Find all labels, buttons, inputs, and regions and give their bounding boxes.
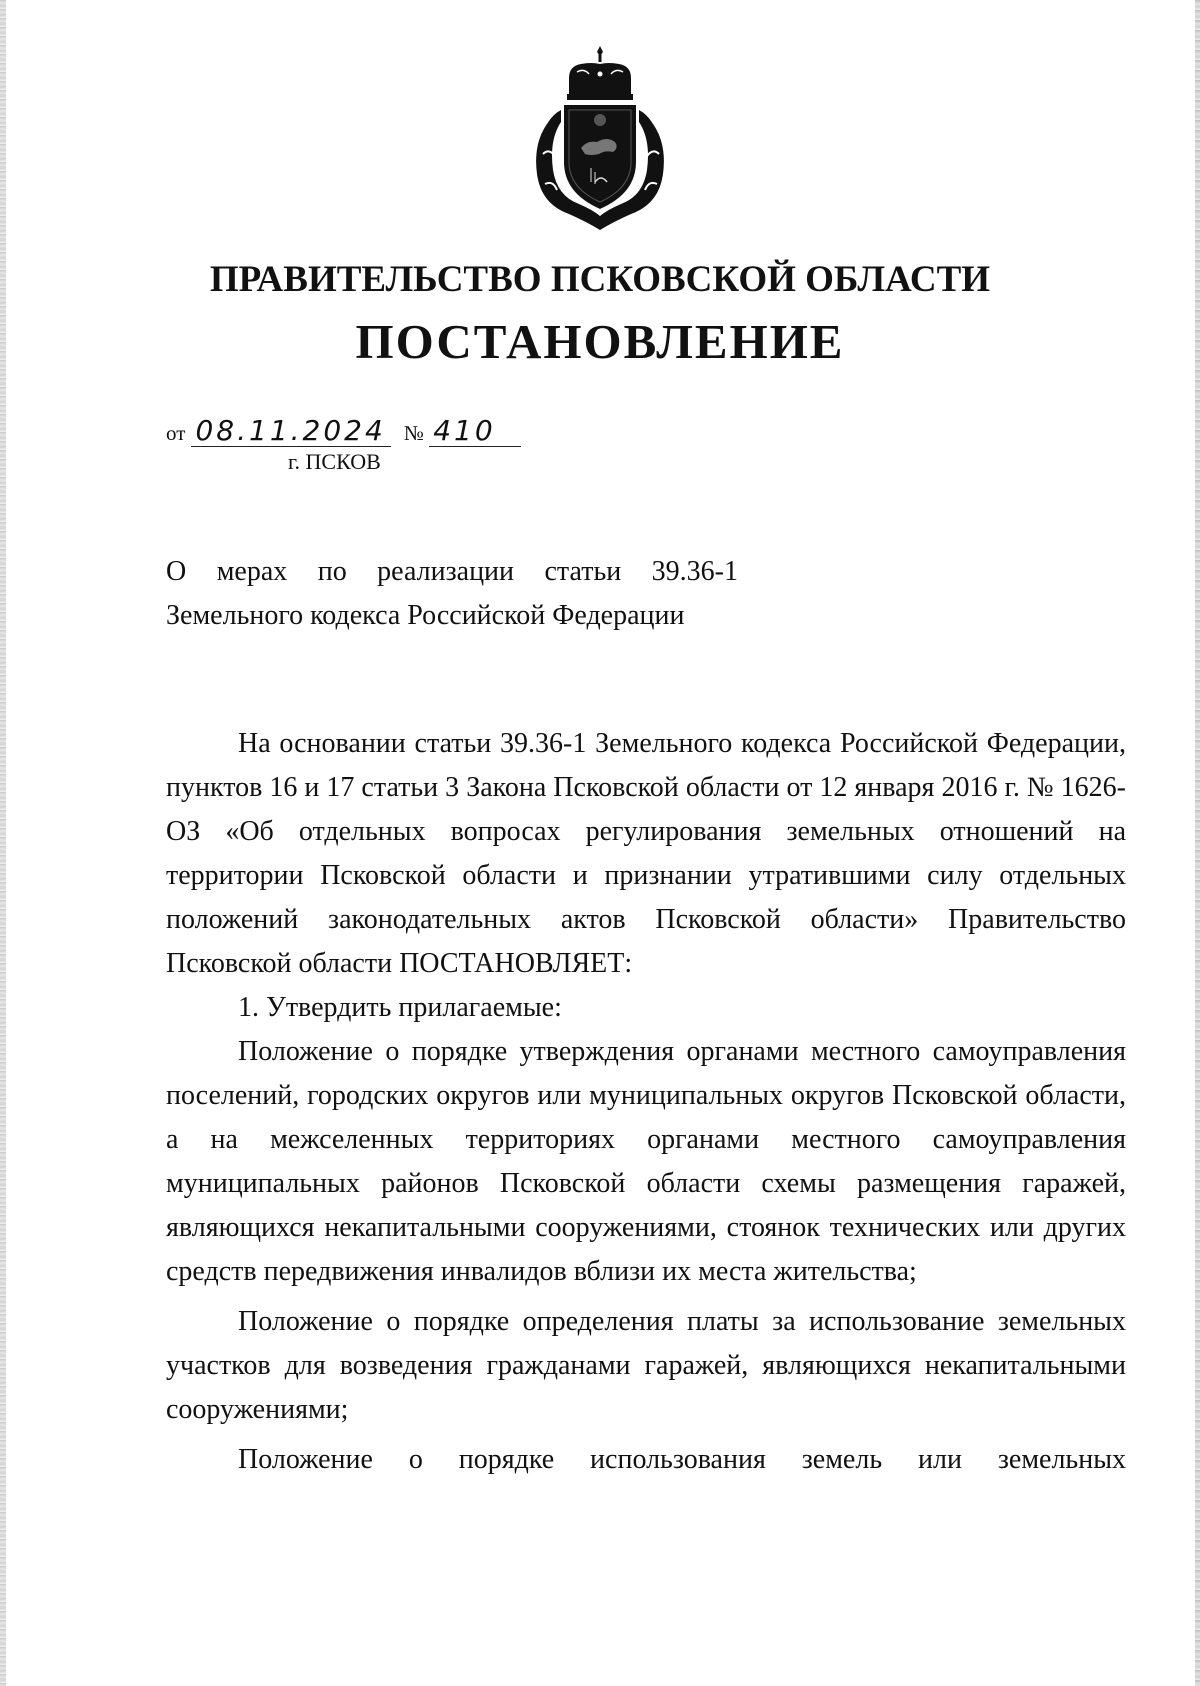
date-number-line — [166, 416, 521, 447]
document-type: ПОСТАНОВЛЕНИЕ — [355, 314, 845, 369]
subject-line-2: Земельного кодекса Российской Федерации — [166, 600, 685, 631]
handwritten-number: 410 — [429, 416, 521, 447]
date-prefix: от — [166, 421, 186, 445]
decree-word: ПОСТАНОВЛЯЕТ: — [399, 948, 633, 979]
number-prefix: № — [403, 421, 424, 445]
item-1: 1. Утвердить прилагаемые: — [238, 992, 562, 1023]
handwritten-date: 08.11.2024 — [191, 416, 391, 447]
subject-line-1: О мерах по реализации статьи 39.36-1 — [166, 556, 738, 587]
provision-text: Положение о порядке использования земель или земельных — [238, 1444, 1126, 1475]
provision-paragraph: Положение о порядке утверждения органами местного самоуправления поселений, городских округов или муниципальных округов Псковской области, а на межселенных территориях органами местного самоуправления муниципальных районов Псковской области схемы размещения гаражей, являющихся некапитальными сооружениями, стоянок технических или других средств передвижения инвалидов вблизи их места жительства; — [166, 1036, 1126, 1287]
city: г. ПСКОВ — [288, 449, 381, 474]
preamble-text: На основании статьи 39.36-1 Земельного кодекса Российской Федерации, пунктов 16 и 17 статьи 3 Закона Псковской области от 12 января 2016 г. № 1626-ОЗ «Об отдельных вопросах регулирования земельных отношений на территории Псковской области и признании утратившими силу отдельных положений законодательных актов Псковской области» Правительство Псковской области — [166, 728, 1126, 979]
organization-title: ПРАВИТЕЛЬСТВО ПСКОВСКОЙ ОБЛАСТИ — [209, 259, 991, 300]
document-body — [166, 722, 1126, 1482]
document-subject — [166, 550, 738, 638]
coat-of-arms-icon — [529, 44, 671, 232]
scan-edge-left — [0, 0, 6, 1686]
preamble-paragraph — [166, 722, 1126, 986]
provision-paragraph — [166, 1438, 1126, 1482]
scan-edge-right — [1195, 0, 1200, 1686]
provision-paragraph: Положение о порядке определения платы за использование земельных участков для возведения гражданами гаражей, являющихся некапитальными сооружениями; — [166, 1306, 1126, 1425]
